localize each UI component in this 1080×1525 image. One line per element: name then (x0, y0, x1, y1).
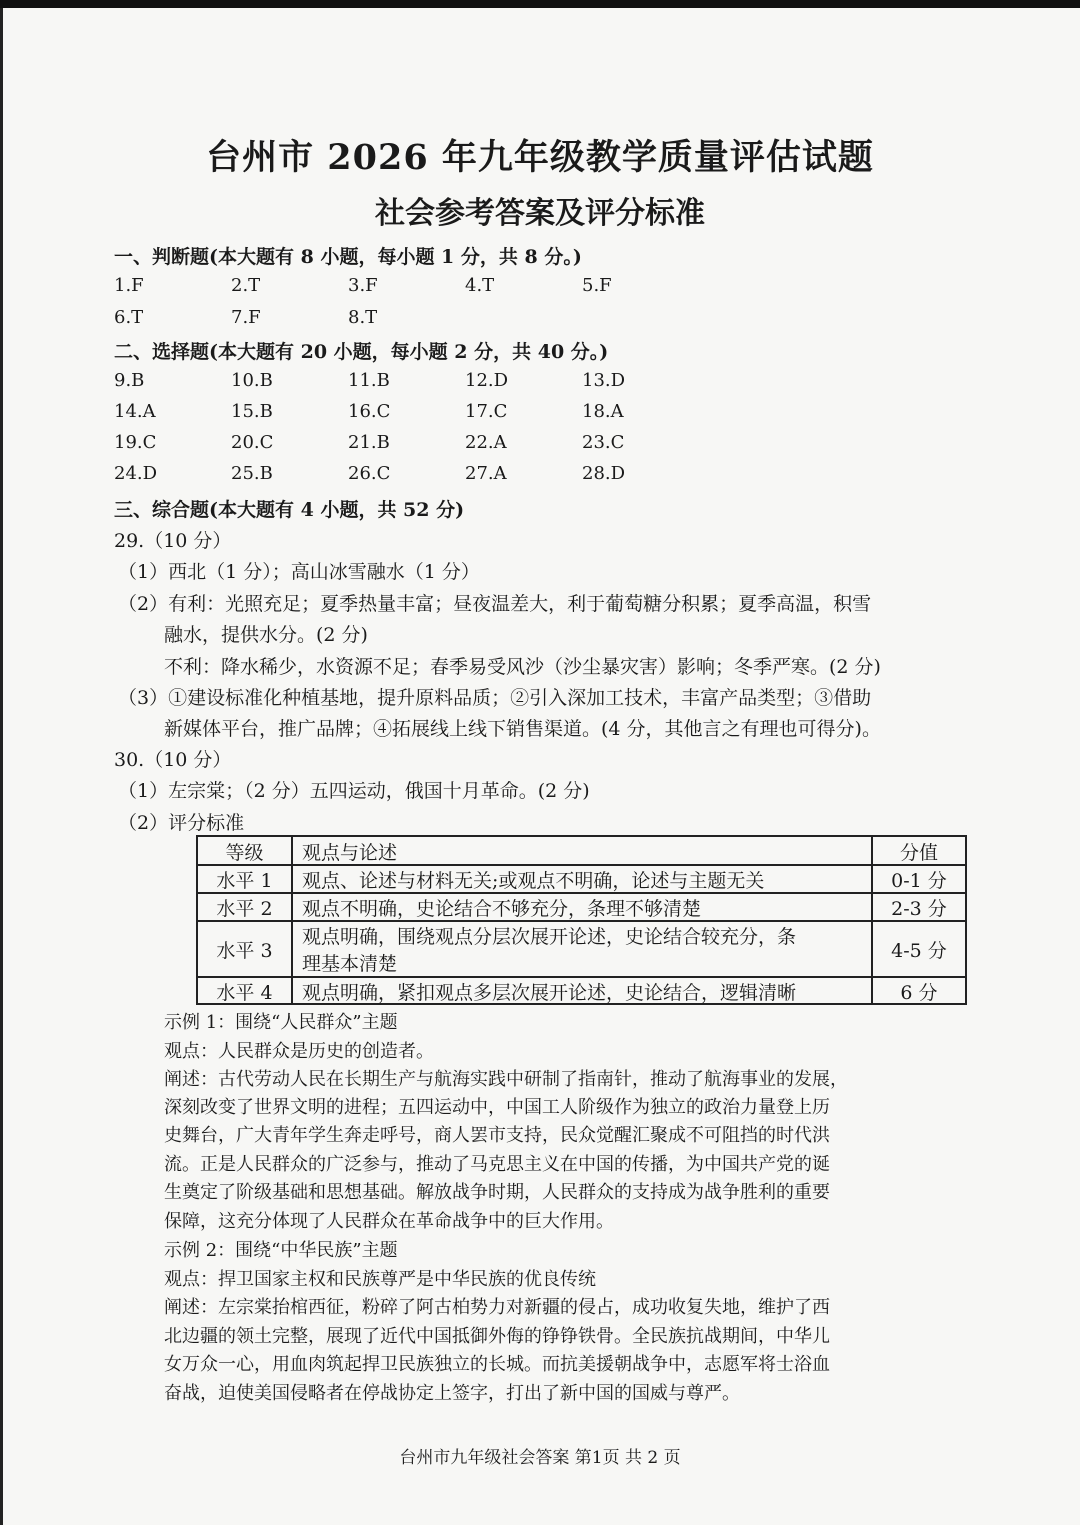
table-cell-score: 4-5 分 (891, 940, 947, 962)
table-cell-score: 2-3 分 (891, 898, 947, 920)
answer-item: 12.D (465, 370, 509, 391)
q29-part2-line1: （2）有利：光照充足；夏季热量丰富；昼夜温差大，利于葡萄糖分积累；夏季高温，积雪 (118, 593, 872, 615)
table-header-desc: 观点与论述 (302, 842, 398, 864)
example2-heading: 示例 2：围绕“中华民族”主题 (164, 1240, 398, 1261)
example2-line: 北边疆的领土完整，展现了近代中国抵御外侮的铮铮铁骨。全民族抗战期间，中华儿 (164, 1326, 830, 1347)
q29-part1: （1）西北（1 分）；高山冰雪融水（1 分） (118, 561, 480, 583)
table-header-score: 分值 (899, 842, 938, 864)
table-cell-desc: 观点不明确，史论结合不够充分，条理不够清楚 (302, 898, 702, 920)
q30-part2: （2）评分标准 (118, 812, 245, 834)
table-cell-desc: 观点明确，紧扣观点多层次展开论述，史论结合，逻辑清晰 (302, 982, 797, 1004)
answer-item: 28.D (582, 463, 626, 484)
answer-item: 11.B (348, 370, 390, 391)
answer-item: 26.C (348, 463, 391, 484)
answer-item: 25.B (231, 463, 273, 484)
q29-label: 29.（10 分） (114, 530, 232, 552)
top-border (0, 0, 1080, 8)
answer-item: 7.F (231, 307, 261, 328)
answer-item: 23.C (582, 432, 625, 453)
example1-heading: 示例 1：围绕“人民群众”主题 (164, 1012, 398, 1033)
answer-item: 27.A (465, 463, 507, 484)
q30-part1: （1）左宗棠；（2 分）五四运动，俄国十月革命。(2 分) (118, 780, 590, 802)
q29-part2-line3: 不利：降水稀少，水资源不足；春季易受风沙（沙尘暴灾害）影响；冬季严寒。(2 分) (164, 656, 881, 678)
example2-line: 奋战，迫使美国侵略者在停战协定上签字，打出了新中国的国威与尊严。 (164, 1383, 740, 1404)
q30-label: 30.（10 分） (114, 749, 232, 771)
q29-part3-line2: 新媒体平台，推广品牌；④拓展线上线下销售渠道。(4 分，其他言之有理也可得分)。 (164, 718, 881, 740)
answer-item: 10.B (231, 370, 273, 391)
answer-item: 8.T (348, 307, 378, 328)
answer-item: 20.C (231, 432, 274, 453)
answer-item: 4.T (465, 275, 495, 296)
answer-item: 9.B (114, 370, 145, 391)
answer-item: 14.A (114, 401, 156, 422)
section1-heading: 一、判断题(本大题有 8 小题，每小题 1 分，共 8 分。) (114, 246, 582, 268)
page-footer: 台州市九年级社会答案 第1页 共 2 页 (399, 1448, 681, 1468)
example1-line: 流。正是人民群众的广泛参与，推动了马克思主义在中国的传播，为中国共产党的诞 (164, 1154, 830, 1175)
answer-item: 2.T (231, 275, 261, 296)
table-header-level: 等级 (225, 842, 264, 864)
answer-item: 15.B (231, 401, 273, 422)
answer-item: 18.A (582, 401, 624, 422)
table-cell-level: 水平 3 (216, 940, 273, 962)
answer-item: 13.D (582, 370, 626, 391)
table-cell-desc: 观点明确，围绕观点分层次展开论述，史论结合较充分，条 (302, 926, 797, 948)
q29-part2-line2: 融水，提供水分。(2 分) (164, 624, 368, 646)
table-cell-desc: 观点、论述与材料无关;或观点不明确，论述与主题无关 (302, 870, 765, 892)
page-subtitle: 社会参考答案及评分标准 (375, 196, 705, 231)
example1-line: 生奠定了阶级基础和思想基础。解放战争时期，人民群众的支持成为战争胜利的重要 (164, 1182, 830, 1203)
q29-part3-line1: （3）①建设标准化种植基地，提升原料品质；②引入深加工技术，丰富产品类型；③借助 (118, 687, 872, 709)
example1-line: 保障，这充分体现了人民群众在革命战争中的巨大作用。 (164, 1211, 614, 1232)
left-edge (0, 8, 3, 1525)
section3-heading: 三、综合题(本大题有 4 小题，共 52 分) (114, 499, 465, 521)
scoring-table (196, 835, 967, 1005)
answer-item: 17.C (465, 401, 508, 422)
table-cell-score: 0-1 分 (891, 870, 947, 892)
example2-line: 女万众一心，用血肉筑起捍卫民族独立的长城。而抗美援朝战争中，志愿军将士浴血 (164, 1354, 830, 1375)
answer-item: 19.C (114, 432, 157, 453)
answer-item: 5.F (582, 275, 612, 296)
answer-item: 16.C (348, 401, 391, 422)
example2-line: 阐述：左宗棠抬棺西征，粉碎了阿古柏势力对新疆的侵占，成功收复失地，维护了西 (164, 1297, 830, 1318)
section2-heading: 二、选择题(本大题有 20 小题，每小题 2 分，共 40 分。) (114, 341, 609, 363)
answer-item: 6.T (114, 307, 144, 328)
answer-item: 3.F (348, 275, 378, 296)
table-cell-level: 水平 2 (216, 898, 273, 920)
answer-item: 24.D (114, 463, 158, 484)
answer-item: 1.F (114, 275, 144, 296)
example1-line: 深刻改变了世界文明的进程；五四运动中，中国工人阶级作为独立的政治力量登上历 (164, 1097, 830, 1118)
table-cell-score: 6 分 (900, 982, 938, 1004)
example1-line: 史舞台，广大青年学生奔走呼号，商人罢市支持，民众觉醒汇聚成不可阻挡的时代洪 (164, 1125, 830, 1146)
page-title: 台州市 2026 年九年级教学质量评估试题 (206, 137, 874, 178)
table-cell-level: 水平 1 (216, 870, 273, 892)
answer-item: 21.B (348, 432, 390, 453)
example1-line: 阐述：古代劳动人民在长期生产与航海实践中研制了指南针，推动了航海事业的发展， (164, 1069, 848, 1090)
example1-view: 观点：人民群众是历史的创造者。 (164, 1041, 434, 1062)
answer-item: 22.A (465, 432, 507, 453)
table-cell-desc: 理基本清楚 (302, 953, 398, 975)
example2-view: 观点：捍卫国家主权和民族尊严是中华民族的优良传统 (164, 1269, 596, 1290)
table-cell-level: 水平 4 (216, 982, 273, 1004)
